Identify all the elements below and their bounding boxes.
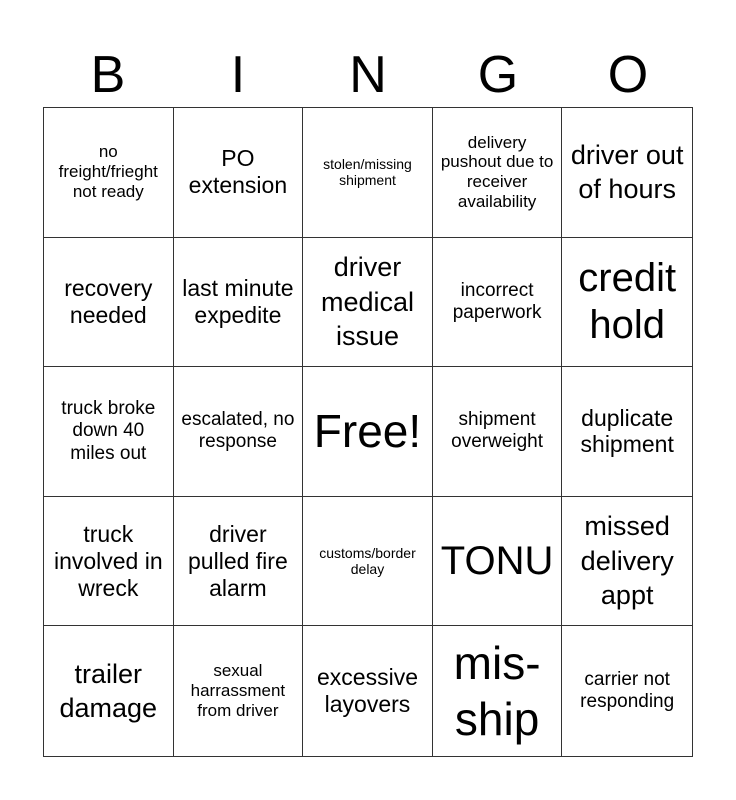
bingo-cell[interactable]: credit hold (562, 238, 692, 368)
bingo-cell[interactable]: mis-ship (433, 626, 563, 756)
bingo-cell[interactable]: sexual harrassment from driver (174, 626, 304, 756)
bingo-cell[interactable]: trailer damage (44, 626, 174, 756)
bingo-cell[interactable]: incorrect paperwork (433, 238, 563, 368)
bingo-cell[interactable]: driver out of hours (562, 108, 692, 238)
bingo-cell[interactable]: customs/border delay (303, 497, 433, 627)
bingo-cell[interactable]: truck broke down 40 miles out (44, 367, 174, 497)
header-letter-o: O (607, 46, 649, 104)
bingo-cell[interactable]: delivery pushout due to receiver availability (433, 108, 563, 238)
bingo-cell[interactable]: missed delivery appt (562, 497, 692, 627)
bingo-cell[interactable]: TONU (433, 497, 563, 627)
bingo-cell[interactable]: recovery needed (44, 238, 174, 368)
bingo-cell[interactable]: carrier not responding (580, 668, 675, 713)
bingo-cell[interactable]: driver pulled fire alarm (174, 497, 304, 627)
bingo-board (43, 107, 693, 757)
bingo-cell[interactable]: driver medical issue (303, 238, 433, 368)
bingo-cell[interactable]: last minute expedite (174, 238, 304, 368)
bingo-cell[interactable]: no freight/frieght not ready (44, 108, 174, 238)
bingo-header (43, 40, 693, 110)
header-letter-b: B (90, 46, 126, 104)
bingo-cell[interactable]: excessive layovers (303, 626, 433, 756)
bingo-cell[interactable]: shipment overweight (433, 367, 563, 497)
header-letter-n: N (349, 46, 387, 104)
free-cell[interactable]: Free! (303, 367, 433, 497)
bingo-cell[interactable]: truck involved in wreck (44, 497, 174, 627)
header-letter-i: I (230, 46, 246, 104)
bingo-cell[interactable]: stolen/missing shipment (303, 108, 433, 238)
bingo-cell[interactable]: duplicate shipment (562, 367, 692, 497)
header-letter-g: G (477, 46, 519, 104)
bingo-cell[interactable]: PO extension (174, 108, 304, 238)
bingo-cell[interactable]: escalated, no response (174, 367, 304, 497)
